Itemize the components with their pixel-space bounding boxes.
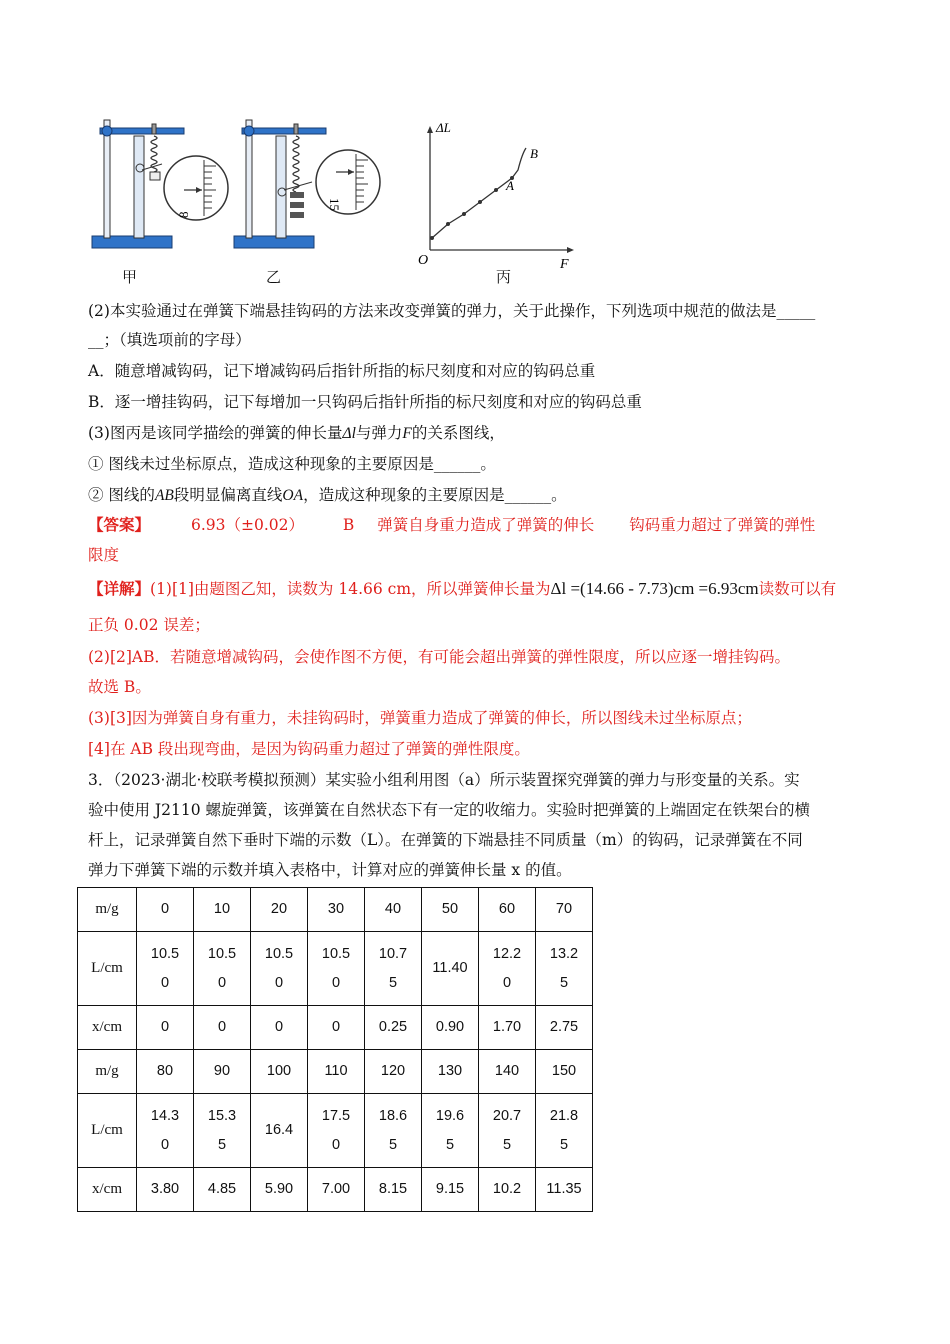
- problem3-line2: 验中使用 J2110 螺旋弹簧，该弹簧在自然状态下有一定的收缩力。实验时把弹簧的上端固定在铁架台的横: [88, 801, 811, 819]
- graph-bing-figure: [414, 110, 584, 280]
- detail-label: 【详解】: [88, 579, 151, 598]
- q2-line1: (2)本实验通过在弹簧下端悬挂钩码的方法来改变弹簧的弹力，关于此操作，下列选项中规范的做法是_____: [88, 302, 816, 320]
- graph-origin-label: O: [418, 253, 429, 268]
- table-cell: 110: [308, 1050, 365, 1094]
- table-cell: 5.90: [251, 1168, 308, 1212]
- table-cell: 0: [137, 888, 194, 932]
- table-cell: 40: [365, 888, 422, 932]
- table-row: [78, 932, 593, 1006]
- table-cell: 80: [137, 1050, 194, 1094]
- problem3-line3: 杆上，记录弹簧自然下垂时下端的示数（L）。在弹簧的下端悬挂不同质量（m）的钩码，记录弹簧在不同: [88, 831, 803, 849]
- q3-intro-post: 的关系图线，: [411, 424, 505, 442]
- table-row-header: m/g: [78, 1050, 137, 1094]
- figure-label-yi: 乙: [266, 268, 282, 286]
- answer-3: 弹簧自身重力造成了弹簧的伸长: [377, 516, 595, 534]
- table-cell-text: 10.75: [378, 945, 408, 991]
- table-cell: 0.90: [422, 1006, 479, 1050]
- table-row: [78, 1050, 593, 1094]
- table-row-header: m/g: [78, 888, 137, 932]
- detail-line1-cont: 正负 0.02 误差；: [88, 616, 210, 634]
- table-row: [78, 1006, 593, 1050]
- table-cell: [479, 932, 536, 1006]
- graph-y-label: ΔL: [436, 120, 451, 135]
- table-cell: 0.25: [365, 1006, 422, 1050]
- graph-point-b-label: B: [530, 146, 538, 161]
- q2-option-b: B．逐一增挂钩码，记下每增加一只钩码后指针所指的标尺刻度和对应的钩码总重: [88, 393, 642, 411]
- table-row: [78, 1168, 593, 1212]
- answer-4: 钩码重力超过了弹簧的弹性: [629, 516, 816, 534]
- table-row: [78, 888, 593, 932]
- table-cell: [308, 1094, 365, 1168]
- table-cell-text: 17.50: [321, 1107, 351, 1153]
- q3-intro-mid: 与弹力: [355, 424, 403, 442]
- q3-intro: [88, 422, 505, 445]
- answer-line: [88, 514, 815, 536]
- table-cell-text: 21.85: [549, 1107, 579, 1153]
- table-row: [78, 1094, 593, 1168]
- data-table: [77, 887, 593, 1212]
- detail-line4: [4]在 AB 段出现弯曲，是因为钩码重力超过了弹簧的弹性限度。: [88, 740, 530, 758]
- figure-label-jia: 甲: [122, 268, 138, 286]
- table-cell: 16.4: [251, 1094, 308, 1168]
- graph-x-label: F: [560, 257, 569, 272]
- detail-line2-cont: 故选 B。: [88, 678, 151, 696]
- table-cell-text: 18.65: [378, 1107, 408, 1153]
- answer-4-cont: 限度: [88, 546, 120, 564]
- q3-item2-pre: ② 图线的: [88, 486, 155, 504]
- table-cell: [137, 932, 194, 1006]
- q3-intro-sym-dl: Δl: [342, 425, 356, 442]
- problem3-line4: 弹力下弹簧下端的示数并填入表格中，计算对应的弹簧伸长量 x 的值。: [88, 861, 572, 879]
- table-cell: 4.85: [194, 1168, 251, 1212]
- figure-label-bing: 丙: [496, 268, 512, 286]
- table-cell: 120: [365, 1050, 422, 1094]
- table-cell: [251, 932, 308, 1006]
- table-cell-text: 20.75: [492, 1107, 522, 1153]
- q3-intro-sym-f: F: [402, 425, 412, 442]
- answer-1: 6.93（±0.02）: [190, 516, 304, 534]
- detail-line3: (3)[3]因为弹簧自身有重力，未挂钩码时，弹簧重力造成了弹簧的伸长，所以图线未过坐标原点；: [88, 709, 752, 727]
- table-cell: [536, 1094, 593, 1168]
- q3-item2-ab: AB: [154, 487, 174, 504]
- detail-1-formula: Δl =(14.66 - 7.73)cm =6.93cm: [550, 579, 759, 598]
- table-cell: [137, 1094, 194, 1168]
- table-cell: [365, 1094, 422, 1168]
- table-cell: 20: [251, 888, 308, 932]
- q2-line2: __；（填选项前的字母）: [88, 331, 251, 349]
- table-cell: [194, 932, 251, 1006]
- table-cell-text: 10.50: [207, 945, 237, 991]
- table-cell-text: 15.35: [207, 1107, 237, 1153]
- table-cell: 10: [194, 888, 251, 932]
- table-cell-text: 10.50: [321, 945, 351, 991]
- q3-item2-oa: OA: [282, 487, 304, 504]
- table-cell-text: 19.65: [435, 1107, 465, 1153]
- table-cell: 0: [194, 1006, 251, 1050]
- scale-mark-jia: 8: [176, 211, 191, 218]
- table-cell: 50: [422, 888, 479, 932]
- table-cell-text: 10.50: [150, 945, 180, 991]
- q3-item2: [88, 484, 567, 507]
- table-cell: [536, 932, 593, 1006]
- table-cell-text: 12.20: [492, 945, 522, 991]
- table-cell: [422, 1094, 479, 1168]
- table-cell: [194, 1094, 251, 1168]
- scale-mark-yi: 15: [327, 198, 342, 211]
- table-cell: 130: [422, 1050, 479, 1094]
- table-cell: 11.35: [536, 1168, 593, 1212]
- table-cell: 10.2: [479, 1168, 536, 1212]
- detail-line2: (2)[2]AB．若随意增减钩码，会使作图不方便，有可能会超出弹簧的弹性限度，所以应逐一增挂钩码。: [88, 648, 790, 666]
- table-cell: [479, 1094, 536, 1168]
- q3-item2-mid: 段明显偏离直线: [173, 486, 283, 504]
- q3-item2-post: ，造成这种现象的主要原因是______。: [303, 486, 567, 504]
- table-row-header: x/cm: [78, 1168, 137, 1212]
- figure-row: [84, 110, 604, 290]
- table-cell: [308, 932, 365, 1006]
- table-cell: 0: [251, 1006, 308, 1050]
- apparatus-jia-figure: [84, 110, 234, 260]
- problem3-line1: 3．（2023·湖北·校联考模拟预测）某实验小组利用图（a）所示装置探究弹簧的弹力与形变量的关系。实: [88, 771, 800, 789]
- table-row-header: L/cm: [78, 932, 137, 1006]
- detail-line1: [88, 578, 836, 600]
- q3-intro-pre: (3)图丙是该同学描绘的弹簧的伸长量: [88, 424, 343, 442]
- graph-point-a-label: A: [506, 178, 514, 193]
- table-cell-text: 11.40: [432, 960, 468, 976]
- table-cell: 7.00: [308, 1168, 365, 1212]
- q2-option-a: A．随意增减钩码，记下增减钩码后指针所指的标尺刻度和对应的钩码总重: [88, 362, 596, 380]
- table-cell: 0: [137, 1006, 194, 1050]
- table-cell: 60: [479, 888, 536, 932]
- table-cell: 1.70: [479, 1006, 536, 1050]
- table-cell: 70: [536, 888, 593, 932]
- apparatus-yi-figure: [226, 110, 386, 260]
- table-cell: [422, 932, 479, 1006]
- table-cell-text: 10.50: [264, 945, 294, 991]
- table-cell: 90: [194, 1050, 251, 1094]
- table-row-header: x/cm: [78, 1006, 137, 1050]
- table-cell: 0: [308, 1006, 365, 1050]
- table-cell: 140: [479, 1050, 536, 1094]
- table-row-header: L/cm: [78, 1094, 137, 1168]
- answer-2: B: [342, 516, 355, 534]
- table-cell: 2.75: [536, 1006, 593, 1050]
- table-cell: 9.15: [422, 1168, 479, 1212]
- table-cell: 150: [536, 1050, 593, 1094]
- table-cell: 100: [251, 1050, 308, 1094]
- table-cell: 30: [308, 888, 365, 932]
- table-cell: 3.80: [137, 1168, 194, 1212]
- table-cell: [365, 932, 422, 1006]
- detail-1-pre: (1)[1]由题图乙知，读数为 14.66 cm，所以弹簧伸长量为: [150, 580, 551, 598]
- q3-item1: ① 图线未过坐标原点，造成这种现象的主要原因是______。: [88, 455, 496, 473]
- table-cell: 8.15: [365, 1168, 422, 1212]
- detail-1-post: 读数可以有: [758, 580, 837, 598]
- table-cell-text: 14.30: [150, 1107, 180, 1153]
- table-cell-text: 13.25: [549, 945, 579, 991]
- answer-label: 【答案】: [88, 515, 151, 534]
